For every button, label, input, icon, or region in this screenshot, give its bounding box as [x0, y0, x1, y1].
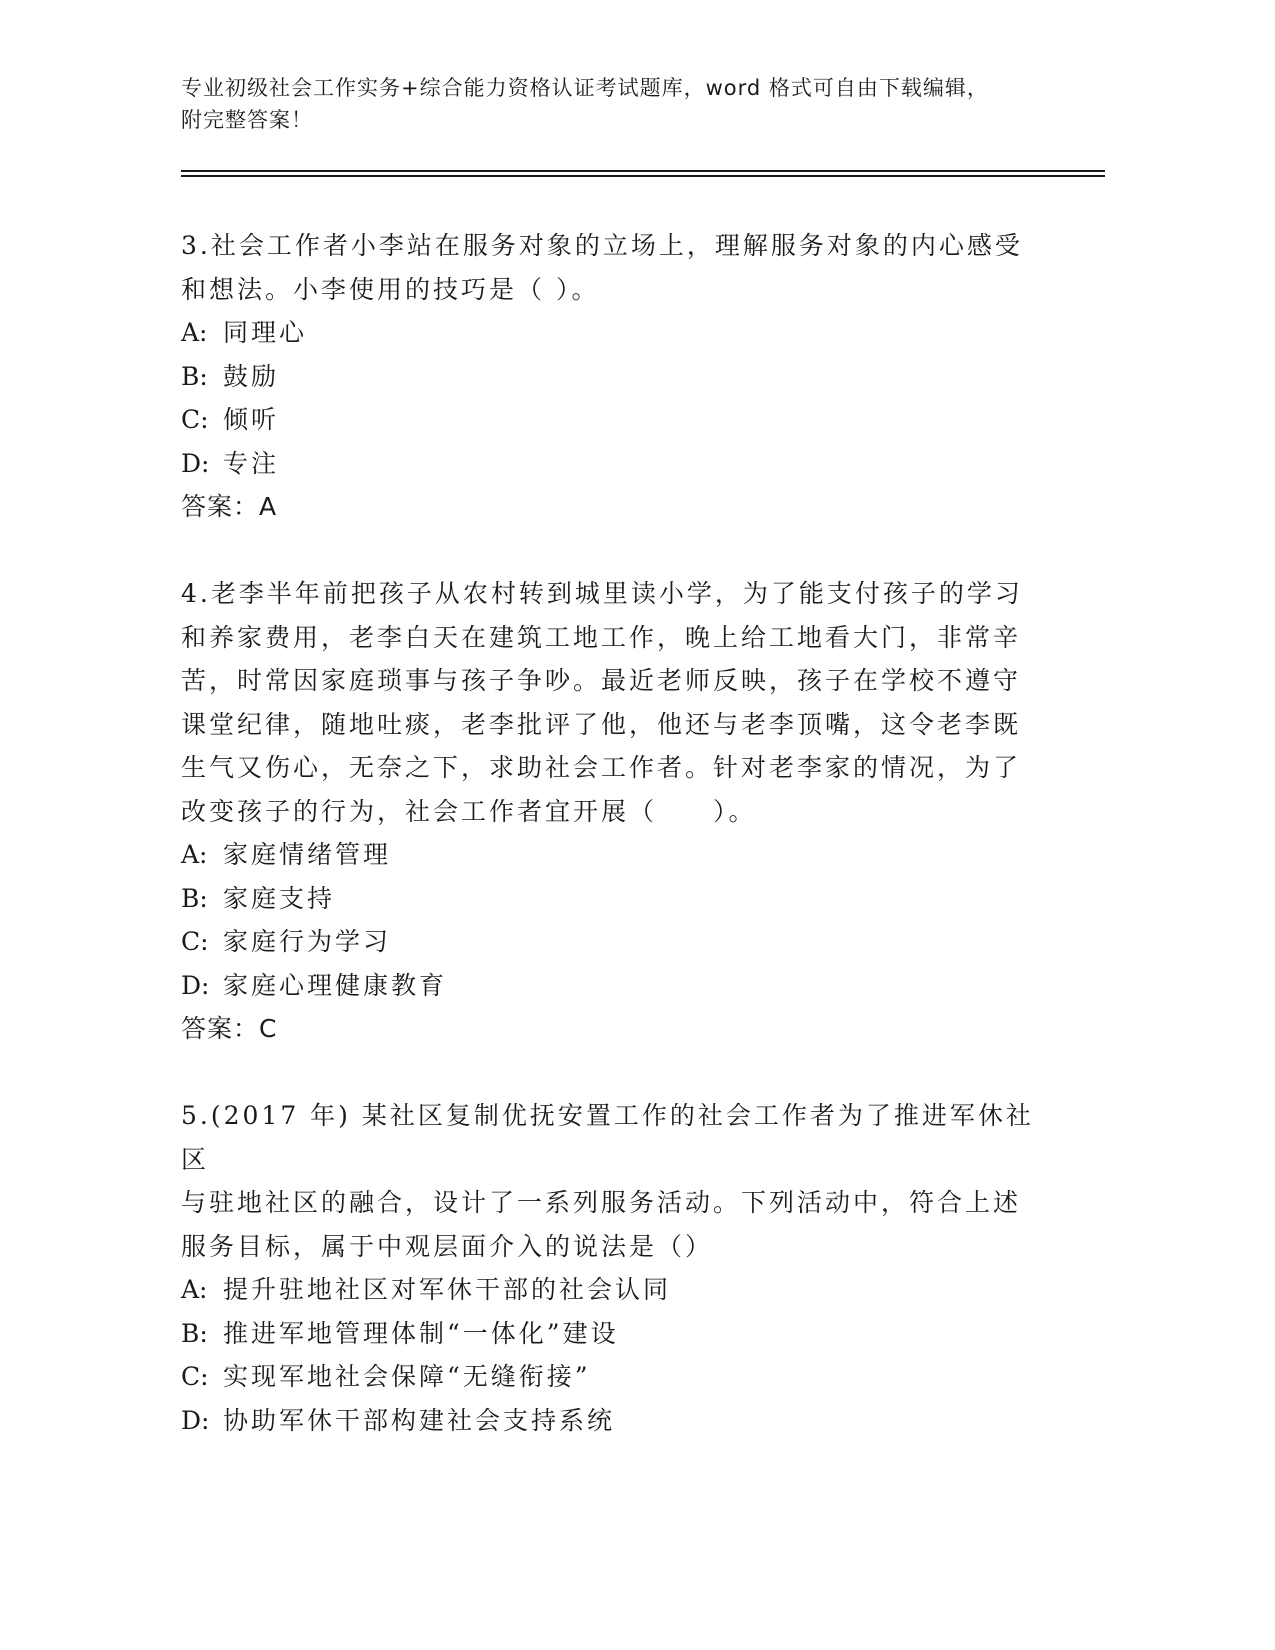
header-divider-top: [181, 170, 1105, 172]
question-stem-line: 和想法。小李使用的技巧是（ ）。: [181, 274, 600, 304]
option-text: 实现军地社会保障“无缝衔接”: [223, 1362, 591, 1391]
option-text: 专注: [223, 448, 280, 478]
option-c: [181, 920, 1041, 964]
header-line-1: 专业初级社会工作实务+综合能力资格认证考试题库，word 格式可自由下载编辑，: [181, 76, 989, 100]
answer-line: 答案：C: [181, 1014, 278, 1043]
question-5: [181, 1094, 1041, 1442]
question-4: [181, 572, 1041, 1051]
option-d: [181, 442, 1041, 486]
option-text: 家庭支持: [223, 883, 336, 913]
question-stem-line: 3.社会工作者小李站在服务对象的立场上，理解服务对象的内心感受: [181, 231, 1023, 260]
option-letter: A:: [181, 840, 208, 869]
option-letter: B:: [181, 361, 208, 391]
option-letter: D:: [181, 1405, 210, 1435]
header-line-2: 附完整答案！: [181, 108, 313, 132]
option-letter: A:: [181, 318, 208, 347]
question-stem-line: 服务目标，属于中观层面介入的说法是（）: [181, 1231, 714, 1261]
question-stem-line: 苦，时常因家庭琐事与孩子争吵。最近老师反映，孩子在学校不遵守: [181, 666, 1022, 695]
question-stem-line: 课堂纪律，随地吐痰，老李批评了他，他还与老李顶嘴，这令老李既: [181, 709, 1022, 739]
question-stem-line: 与驻地社区的融合，设计了一系列服务活动。下列活动中，符合上述: [181, 1188, 1022, 1217]
option-text: 鼓励: [223, 361, 280, 391]
question-stem-line: 和养家费用，老李白天在建筑工地工作，晚上给工地看大门，非常辛: [181, 622, 1022, 652]
option-letter: C:: [181, 1362, 209, 1391]
option-b: [181, 877, 1041, 921]
option-letter: A:: [181, 1275, 208, 1304]
option-b: [181, 355, 1041, 399]
option-text: 家庭心理健康教育: [223, 970, 448, 1000]
header-divider-bottom: [181, 175, 1105, 177]
option-d: [181, 964, 1041, 1008]
option-c: [181, 398, 1041, 442]
option-letter: D:: [181, 448, 210, 478]
option-d: [181, 1399, 1041, 1443]
option-text: 推进军地管理体制“一体化”建设: [223, 1318, 619, 1348]
question-stem-line: 4.老李半年前把孩子从农村转到城里读小学，为了能支付孩子的学习: [181, 579, 1023, 608]
option-text: 家庭行为学习: [223, 927, 392, 956]
answer-line: 答案：A: [181, 492, 278, 521]
option-letter: D:: [181, 970, 210, 1000]
option-a: [181, 833, 1041, 877]
option-letter: C:: [181, 405, 209, 434]
option-text: 同理心: [223, 318, 308, 347]
option-b: [181, 1312, 1041, 1356]
option-text: 提升驻地社区对军休干部的社会认同: [223, 1275, 672, 1304]
question-3: [181, 224, 1041, 529]
question-stem-line: 改变孩子的行为，社会工作者宜开展（ ）。: [181, 796, 757, 826]
option-text: 协助军休干部构建社会支持系统: [223, 1405, 616, 1435]
option-letter: C:: [181, 927, 209, 956]
question-stem-line: 生气又伤心，无奈之下，求助社会工作者。针对老李家的情况，为了: [181, 753, 1022, 782]
option-a: [181, 311, 1041, 355]
option-letter: B:: [181, 883, 208, 913]
option-letter: B:: [181, 1318, 208, 1348]
question-stem-line: 5.(2017 年) 某社区复制优抚安置工作的社会工作者为了推进军休社区: [181, 1101, 1034, 1174]
option-a: [181, 1268, 1041, 1312]
document-header: [181, 72, 1061, 136]
option-text: 倾听: [223, 405, 280, 434]
option-c: [181, 1355, 1041, 1399]
option-text: 家庭情绪管理: [223, 840, 392, 869]
